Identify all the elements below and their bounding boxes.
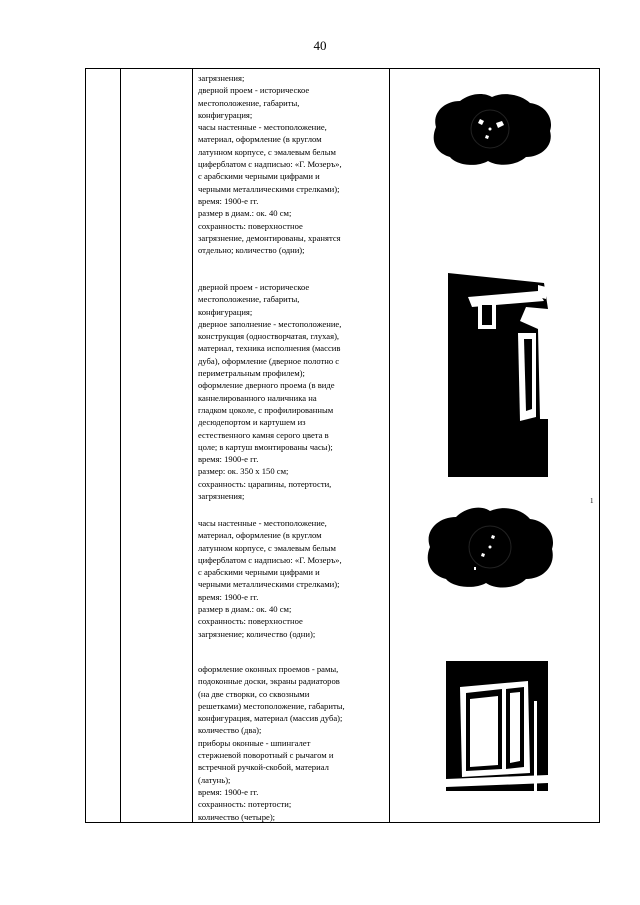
column-divider [120, 69, 121, 822]
text-line: десюдепортом и картушем из [198, 417, 306, 428]
text-line: сохранность: поверхностное [198, 616, 303, 627]
wall-clock-photo [422, 503, 558, 591]
text-line: циферблатом с надписью: «Г. Мозеръ», [198, 554, 342, 565]
text-line: часы настенные - местоположение, [198, 518, 327, 528]
text-line: часы настенные - местоположение, [198, 122, 327, 133]
text-line: конфигурация; [198, 306, 253, 317]
text-line: отдельно; количество (одни); [198, 245, 305, 256]
doorway-photo [448, 269, 548, 477]
text-line: встречной ручкой-скобой, материал [198, 762, 329, 773]
text-line: сохранность: поверхностное [198, 220, 303, 231]
text-line: с арабскими черными цифрами и [198, 171, 320, 182]
text-line: сохранность: царапины, потертости, [198, 478, 332, 489]
text-line: загрязнение, демонтированы, хранятся [198, 232, 341, 243]
text-line: гладком цоколе, с профилированным [198, 404, 334, 415]
text-line: приборы оконные - шпингалет [198, 737, 311, 748]
text-line: естественного камня серого цвета в [198, 429, 329, 440]
text-line: местоположение, габариты, [198, 294, 300, 305]
entry-4-description [198, 663, 384, 823]
text-line: сохранность: потертости; [198, 799, 292, 810]
text-line: количество (четыре); [198, 811, 276, 822]
text-line: размер: ок. 350 х 150 см; [198, 466, 289, 477]
text-line: каннелированного наличника на [198, 392, 317, 403]
text-line: материал, оформление (в круглом [198, 134, 322, 145]
column-divider [389, 69, 390, 822]
margin-mark: 1 [590, 497, 594, 505]
text-line: периметральным профилем); [198, 368, 305, 379]
wall-clock-photo [426, 89, 556, 169]
text-line: материал, оформление (в круглом [198, 530, 322, 541]
text-line: количество (два); [198, 725, 262, 736]
text-line: время: 1900-е гг. [198, 591, 259, 602]
text-line: конструкция (одностворчатая, глухая), [198, 331, 340, 342]
text-line: конфигурация, материал (массив дуба); [198, 713, 343, 724]
text-line: черными металлическими стрелками); [198, 183, 340, 194]
text-line: решетками) местоположение, габариты, [198, 700, 345, 711]
entry-1-description [198, 72, 384, 256]
text-line: дверной проем - историческое [198, 282, 310, 292]
text-line: время: 1900-е гг. [198, 195, 259, 206]
inventory-table [85, 68, 600, 823]
text-line: дуба), оформление (дверное полотно с [198, 355, 340, 366]
text-line: подоконные доски, экраны радиаторов [198, 676, 340, 687]
entry-2-description [198, 281, 384, 502]
text-line: размер в диам.: ок. 40 см; [198, 208, 292, 219]
text-line: материал, техника исполнения (массив [198, 343, 341, 354]
text-line: загрязнения; [198, 73, 245, 83]
text-line: латунном корпусе, с эмалевым белым [198, 146, 336, 157]
text-line: (на две створки, со сквозными [198, 688, 310, 699]
column-divider [192, 69, 193, 822]
text-line: дверной проем - историческое [198, 85, 310, 96]
text-line: конфигурация; [198, 109, 253, 120]
text-line: оформление оконных проемов - рамы, [198, 664, 339, 674]
text-line: черными металлическими стрелками); [198, 579, 340, 590]
window-photo [446, 661, 548, 791]
text-line: местоположение, габариты, [198, 97, 300, 108]
text-line: размер в диам.: ок. 40 см; [198, 604, 292, 615]
text-line: время: 1900-е гг. [198, 786, 259, 797]
text-line: дверное заполнение - местоположение, [198, 318, 342, 329]
entry-3-description [198, 517, 384, 640]
text-line: загрязнение; количество (одни); [198, 628, 316, 639]
text-line: латунном корпусе, с эмалевым белым [198, 542, 336, 553]
text-line: стержневой поворотный с рычагом и [198, 750, 334, 761]
page-number: 40 [313, 38, 327, 53]
text-line: циферблатом с надписью: «Г. Мозеръ», [198, 159, 342, 170]
text-line: оформление дверного проема (в виде [198, 380, 335, 391]
text-line: загрязнения; [198, 491, 245, 502]
text-line: с арабскими черными цифрами и [198, 567, 320, 578]
text-line: цоле; в картуш вмонтированы часы); [198, 441, 333, 452]
text-line: время: 1900-е гг. [198, 454, 259, 465]
text-line: (латунь); [198, 774, 231, 785]
